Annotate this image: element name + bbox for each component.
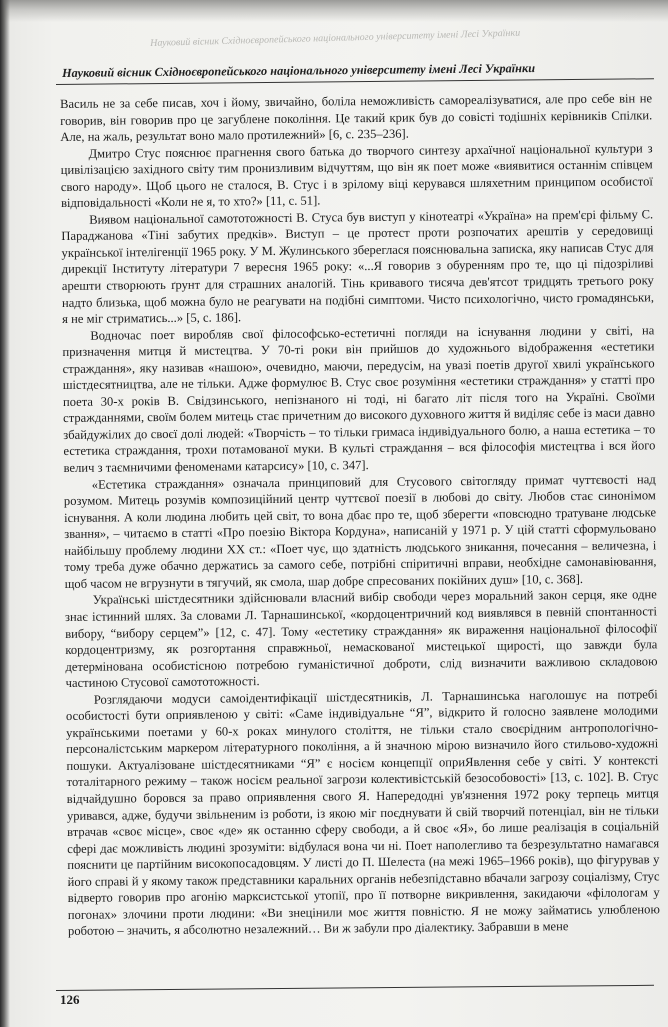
running-header: Науковий вісник Східноєвропейського національного університету імені Лесі Українки (62, 61, 536, 80)
scan-top-shadow (0, 0, 668, 22)
article-body (60, 90, 660, 940)
paragraph-1: Василь не за себе писав, хоч і йому, звичайно, боліла неможливість самореалізуватися, але про себе він не говорив, він говорив про це загублене покоління. Це такий крик був до совісті тодішніх керівників Спілки. Але, на жаль, результат воно мало протилежний» [6, с. 235–236]. (60, 91, 653, 145)
paragraph-5: «Естетика страждання» означала принциповий для Стусового світогляду примат чуттєвості над розумом. Митець розумів композиційний центр чуттєвої поезії в любові до світу. Любов стає синонімом існування. А коли людина любить цей світ, то вона дбає про те, щоб зберегти «повсюдно тратуване людське звання», – читаємо в статті «Про поезію Віктора Кордуна», написаній у 1971 р. У цій статті сформульовано найбільшу проблему людини XX ст.: «Поет чує, що здатність людського зникання, почесання – величезна, і тому треба дуже обачно держатись за самого себе, потрібні спіритичні вправи, необхідне самонавіювання, щоб часом не вгрузнути в тягучий, як смола, шар добре спресованих покійних душ» [10, с. 368]. (63, 471, 657, 591)
paragraph-4: Водночас поет виробляв свої філософсько-естетичні погляди на існування людини у світі, на призначення митця й мистецтва. У 70-ті роки він прийшов до художнього відображення «естетики страждання», яку називав «нашою», очевидно, маючи, передусім, на увазі поетів другої хвилі українського шістдесятництва, але не тільки. Адже формулює В. Стус своє розуміння «естетики страждання» у статті про поета 30-х років В. Свідзинського, непізнаного ні тоді, ні багато літ після того на Україні. Своїми стражданнями, своїм болем митець стає причетним до високого духовного життя й виділяє себе із маси давно збайдужілих до своєї долі людей: «Творчість – то тільки гримаса індивідуального болю, а наша естетика – то естетика страждання, трохи потамованої муки. В культі страждання – вся філософія мистецтва і вся його велич з таємничими феноменами катарсису» [10, с. 347]. (62, 322, 656, 476)
page-number: 126 (60, 992, 80, 1007)
bleed-through-text: Науковий вісник Східноєвропейського національного університету імені Лесі Українки (150, 27, 521, 49)
paragraph-3: Виявом національної самототожності В. Стуса був виступ у кінотеатрі «Україна» на прем'єрі фільму С. Параджанова «Тіні забутих предків». Виступ – це протест проти розпочатих арештів у середовищі української інтелігенції 1965 року. У М. Жулинського збереглася пояснювальна записка, яку написав Стус для дирекції Інституту літератури 7 вересня 1965 року: «...Я говорив з обуренням про те, що ці підозріливі арешти створюють ґрунт для страшних аналогій. Тінь кривавого тисяча дев'ятсот тридцять третього року надто близька, щоб можна було не реагувати на подібні симптоми. Чисто психологічно, чисто громадянськи, я не міг стриматись...» [5, с. 186]. (61, 207, 655, 327)
paragraph-2: Дмитро Стус пояснює прагнення свого батька до творчого синтезу архаїчної національної культури з цивілізацією західного світу тим пронизливим відчуттям, що він як поет може «виявитися останнім співцем свого народу». Щоб цього не сталося, В. Стус і в зрілому віці керувався шляхетним принципом особистої відповідальності «Коли не я, то хто?» [11, с. 51]. (60, 140, 653, 211)
footer-divider (56, 985, 654, 991)
paragraph-6: Українські шістдесятники здійснювали власний вибір свободи через моральний закон серця, яке одне знає істинний шлях. За словами Л. Тарнашинської, «кордоцентричний код виявлявся в певній спонтанності вибору, “вибору серцем”» [12, с. 47]. Тому «естетику страждання» як вираження національної філософії кордоцентризму, як розгортання справжньої, немаскованої мистецької щирості, що завжди була детермінована особистісною потребою гуманістичної доброти, слід визначити важливою складовою частиною Стусової самототожності. (64, 587, 658, 691)
paragraph-7: Розглядаючи модуси самоідентифікації шістдесятників, Л. Тарнашинська наголошує на потребі особистості бути оприявленою у світі: «Саме індивідуальне “Я”, відкрито й голосно заявлене молодими українськими поетами у 60-х роках минулого століття, не тільки стало своєрідним антропологічно-персоналістським маркером літературного покоління, а й значною мірою визначило його стильово-художні пошуки. Актуалізоване шістдесятниками “Я” є носієм концепції оприЯвлення себе у світі. У контексті тоталітарного режиму – також носієм реальної загрози колективістській безособовості» [13, с. 102]. В. Стус відчайдушно боровся за право оприявлення свого Я. Напередодні ув'язнення 1972 року терпець митця уривався, адже, будучи звільненим із роботи, із якою міг поєднувати й свій творчий потенціал, він не тільки втрачав «своє місце», своє «де» як останню сферу свободи, а й своє «Я», бо лише реалізація в соціальній сфері дає можливість людині зрозуміти: відбулася вона чи ні. Поет наполегливо та безрезультатно намагався пояснити це партійним високопосадовцям. У листі до П. Шелеста (на межі 1965–1966 років), що фігурував у його справі й у якому також представники каральних органів небезпідставно вбачали загрозу соціалізму, Стус відверто говорив про агонію марксистської утопії, про її потворне викривлення, закидаючи «філологам у погонах» злочини проти людини: «Ви знецінили моє життя повністю. Я не можу займатись улюбленою роботою – значить, я абсолютно незалежний… Ви ж забули про діалектику. Забравши в мене (65, 686, 660, 939)
scan-binding-edge (0, 0, 10, 1027)
